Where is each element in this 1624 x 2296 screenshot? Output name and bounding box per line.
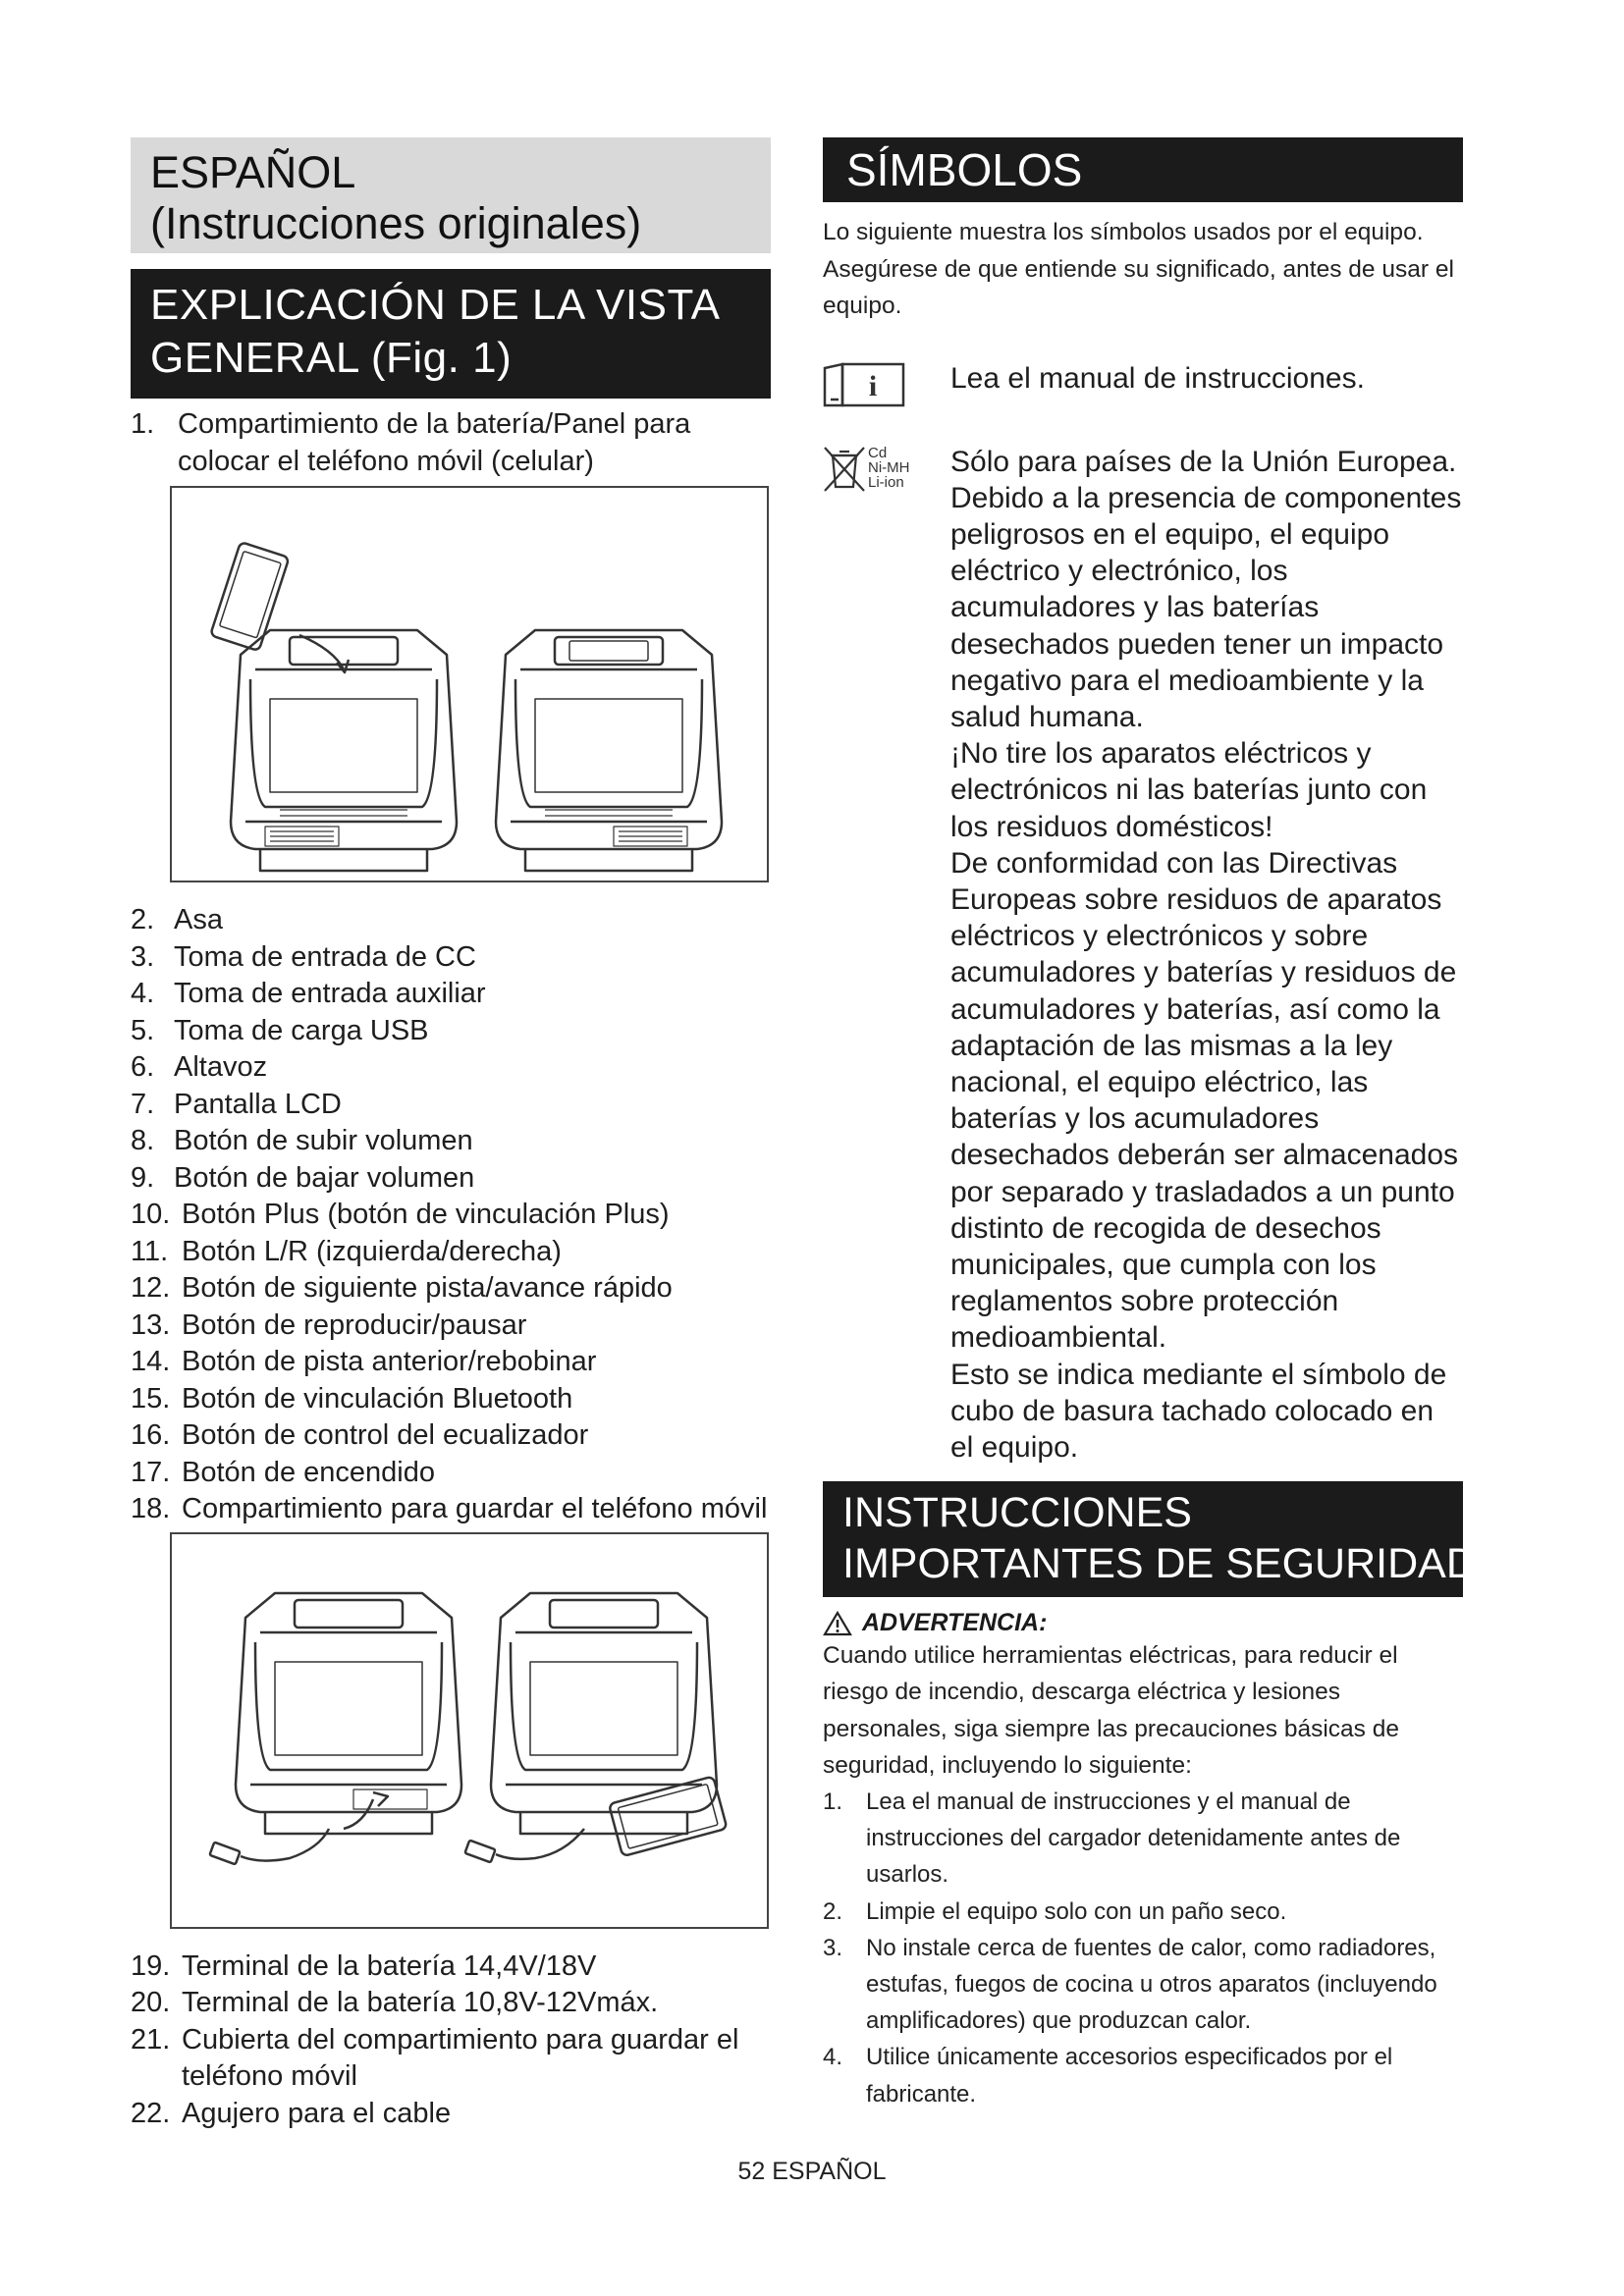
list-item — [131, 1455, 771, 1492]
eu-symbol-text — [950, 444, 1463, 1467]
speaker-illustration-top — [172, 488, 767, 881]
item-text: Toma de entrada auxiliar — [174, 978, 486, 1009]
symbols-intro: Lo siguiente muestra los símbolos usados por el equipo. Asegúrese de que entiende su significado, antes de usar el equipo. — [823, 219, 1454, 319]
parts-list-b — [131, 902, 771, 1528]
item-number: 4. — [823, 2044, 843, 2071]
item-number: 14. — [131, 1346, 171, 1377]
item-text: Pantalla LCD — [174, 1088, 342, 1120]
list-item — [131, 1234, 771, 1271]
item-number: 11. — [131, 1235, 169, 1267]
symbol-row-manual — [823, 360, 1463, 414]
figure-bottom — [170, 1532, 769, 1929]
item-text: Botón de pista anterior/rebobinar — [182, 1346, 597, 1377]
item-text: Compartimiento para guardar el teléfono móvil — [182, 1493, 768, 1524]
label-nimh: Ni-MH — [868, 458, 910, 476]
item-text: Utilice únicamente accesorios especificados por el fabricante. — [866, 2044, 1393, 2108]
item-number: 6. — [131, 1051, 155, 1083]
list-item — [131, 1049, 771, 1087]
list-item — [131, 1270, 771, 1308]
list-item — [131, 2022, 771, 2096]
item-number: 10. — [131, 1199, 171, 1230]
item-text: Agujero para el cable — [182, 2097, 452, 2129]
list-item — [131, 939, 771, 977]
item-number: 17. — [131, 1456, 171, 1488]
eu-paragraph-4: Esto se indica mediante el símbolo de cubo de basura tachado colocado en el equipo. — [950, 1358, 1447, 1464]
figure-top — [170, 486, 769, 882]
crossed-bin-icon — [823, 444, 950, 1467]
label-cd: Cd — [868, 444, 888, 461]
safety-heading-line-1: INSTRUCCIONES — [842, 1489, 1192, 1537]
item-number: 9. — [131, 1161, 155, 1194]
symbol-row-eu — [823, 444, 1463, 1467]
list-item — [131, 902, 771, 939]
manual-symbol-text: Lea el manual de instrucciones. — [950, 361, 1365, 395]
warning-label-row — [823, 1609, 1463, 1637]
overview-heading-line-1: EXPLICACIÓN DE LA VISTA — [150, 281, 721, 329]
list-item — [131, 976, 771, 1013]
manual-icon — [823, 360, 950, 414]
list-item — [131, 1087, 771, 1124]
item-text: Botón de siguiente pista/avance rápido — [182, 1272, 673, 1304]
item-text: Botón de subir volumen — [174, 1125, 473, 1156]
parts-list-c — [131, 1949, 771, 2133]
list-item — [131, 1985, 771, 2022]
list-item — [131, 406, 771, 480]
eu-paragraph-1: Sólo para países de la Unión Europea. Debido a la presencia de componentes peligrosos en el equipo, el equipo eléctrico y electrónico, los acumuladores y las baterías desechados pueden tener un impacto negativo para el medioambiente y la salud humana. — [950, 445, 1462, 733]
item-text: Lea el manual de instrucciones y el manual de instrucciones del cargador detenidamente antes de usarlos. — [866, 1789, 1401, 1889]
item-text: Asa — [174, 904, 223, 935]
list-item — [131, 1949, 771, 1986]
symbols-heading: SÍMBOLOS — [823, 137, 1463, 202]
item-number: 4. — [131, 978, 155, 1009]
language-title-box — [131, 137, 771, 253]
list-item — [131, 2096, 771, 2133]
item-number: 1. — [131, 408, 155, 440]
item-text: Toma de entrada de CC — [174, 940, 476, 973]
list-item — [131, 1381, 771, 1418]
item-number: 3. — [823, 1934, 843, 1961]
list-item — [823, 1784, 1463, 1894]
item-text: Altavoz — [174, 1051, 268, 1083]
item-number: 5. — [131, 1014, 155, 1046]
item-text: Botón L/R (izquierda/derecha) — [182, 1235, 562, 1267]
svg-text:i: i — [868, 369, 878, 402]
speaker-illustration-bottom — [172, 1534, 767, 1927]
list-item — [131, 1160, 771, 1198]
item-text: Botón de encendido — [182, 1456, 435, 1488]
eu-paragraph-3: De conformidad con las Directivas Europeas sobre residuos de aparatos eléctricos y electrónicos y sobre acumuladores y baterías y residuos de acumuladores y baterías, así como la adaptación de las mismas a la ley nacional, el equipo eléctrico, las baterías y los acumuladores desechados deberán ser almacenados por separado y trasladados a un punto distinto de recogida de desechos municipales, que cumpla con los reglamentos sobre protección medioambiental. — [950, 846, 1459, 1355]
list-item — [131, 1123, 771, 1160]
item-number: 21. — [131, 2023, 171, 2056]
eu-paragraph-2: ¡No tire los aparatos eléctricos y electrónicos ni las baterías junto con los residuos domésticos! — [950, 737, 1428, 843]
overview-heading-line-2: GENERAL (Fig. 1) — [150, 334, 513, 382]
item-number: 20. — [131, 1987, 171, 2018]
item-text: Botón de bajar volumen — [174, 1161, 475, 1194]
item-number: 19. — [131, 1949, 171, 1982]
list-item — [131, 1013, 771, 1050]
right-column — [823, 137, 1477, 2112]
warning-icon — [823, 1611, 852, 1636]
safety-list — [823, 1784, 1463, 2112]
item-text: No instale cerca de fuentes de calor, como radiadores, estufas, fuegos de cocina u otros aparatos (incluyendo amplificadores) que produzcan calor. — [866, 1934, 1437, 2035]
item-text: Compartimiento de la batería/Panel para colocar el teléfono móvil (celular) — [178, 408, 691, 477]
item-text: Botón de vinculación Bluetooth — [182, 1382, 573, 1415]
safety-intro: Cuando utilice herramientas eléctricas, para reducir el riesgo de incendio, descarga eléctrica y lesiones personales, siga siempre las precauciones básicas de seguridad, incluyendo lo siguiente: — [823, 1642, 1399, 1779]
item-number: 22. — [131, 2097, 171, 2129]
item-number: 18. — [131, 1493, 171, 1524]
item-text: Terminal de la batería 10,8V-12Vmáx. — [182, 1987, 659, 2018]
list-item — [131, 1344, 771, 1381]
list-item — [823, 1894, 1463, 1930]
list-item — [131, 1308, 771, 1345]
item-text: Cubierta del compartimiento para guardar el teléfono móvil — [182, 2023, 739, 2092]
page-footer: 52 ESPAÑOL — [737, 2158, 887, 2185]
item-number: 16. — [131, 1419, 171, 1451]
item-text: Botón de control del ecualizador — [182, 1419, 589, 1451]
item-text: Terminal de la batería 14,4V/18V — [182, 1949, 597, 1982]
label-liion: Li-ion — [868, 473, 904, 491]
item-number: 3. — [131, 940, 155, 973]
item-number: 8. — [131, 1125, 155, 1156]
list-item — [131, 1197, 771, 1234]
item-text: Toma de carga USB — [174, 1014, 429, 1046]
item-text: Limpie el equipo solo con un paño seco. — [866, 1897, 1287, 1925]
item-number: 13. — [131, 1308, 171, 1341]
item-number: 12. — [131, 1272, 171, 1304]
item-number: 15. — [131, 1382, 171, 1415]
left-column — [131, 137, 771, 2132]
safety-heading — [823, 1481, 1477, 1597]
item-text: Botón Plus (botón de vinculación Plus) — [182, 1199, 670, 1230]
overview-heading — [131, 269, 771, 399]
list-item — [823, 2039, 1463, 2111]
language-title: ESPAÑOL — [150, 147, 356, 197]
list-item — [823, 1930, 1463, 2040]
item-number: 1. — [823, 1789, 843, 1815]
language-subtitle: (Instrucciones originales) — [150, 198, 642, 248]
list-item — [131, 1417, 771, 1455]
item-number: 7. — [131, 1088, 155, 1120]
warning-label: ADVERTENCIA: — [862, 1609, 1048, 1637]
item-number: 2. — [823, 1897, 843, 1925]
item-number: 2. — [131, 904, 155, 935]
list-item — [131, 1491, 771, 1528]
safety-heading-line-2: IMPORTANTES DE SEGURIDAD — [842, 1540, 1477, 1588]
item-text: Botón de reproducir/pausar — [182, 1308, 527, 1341]
parts-list-a — [131, 406, 771, 480]
